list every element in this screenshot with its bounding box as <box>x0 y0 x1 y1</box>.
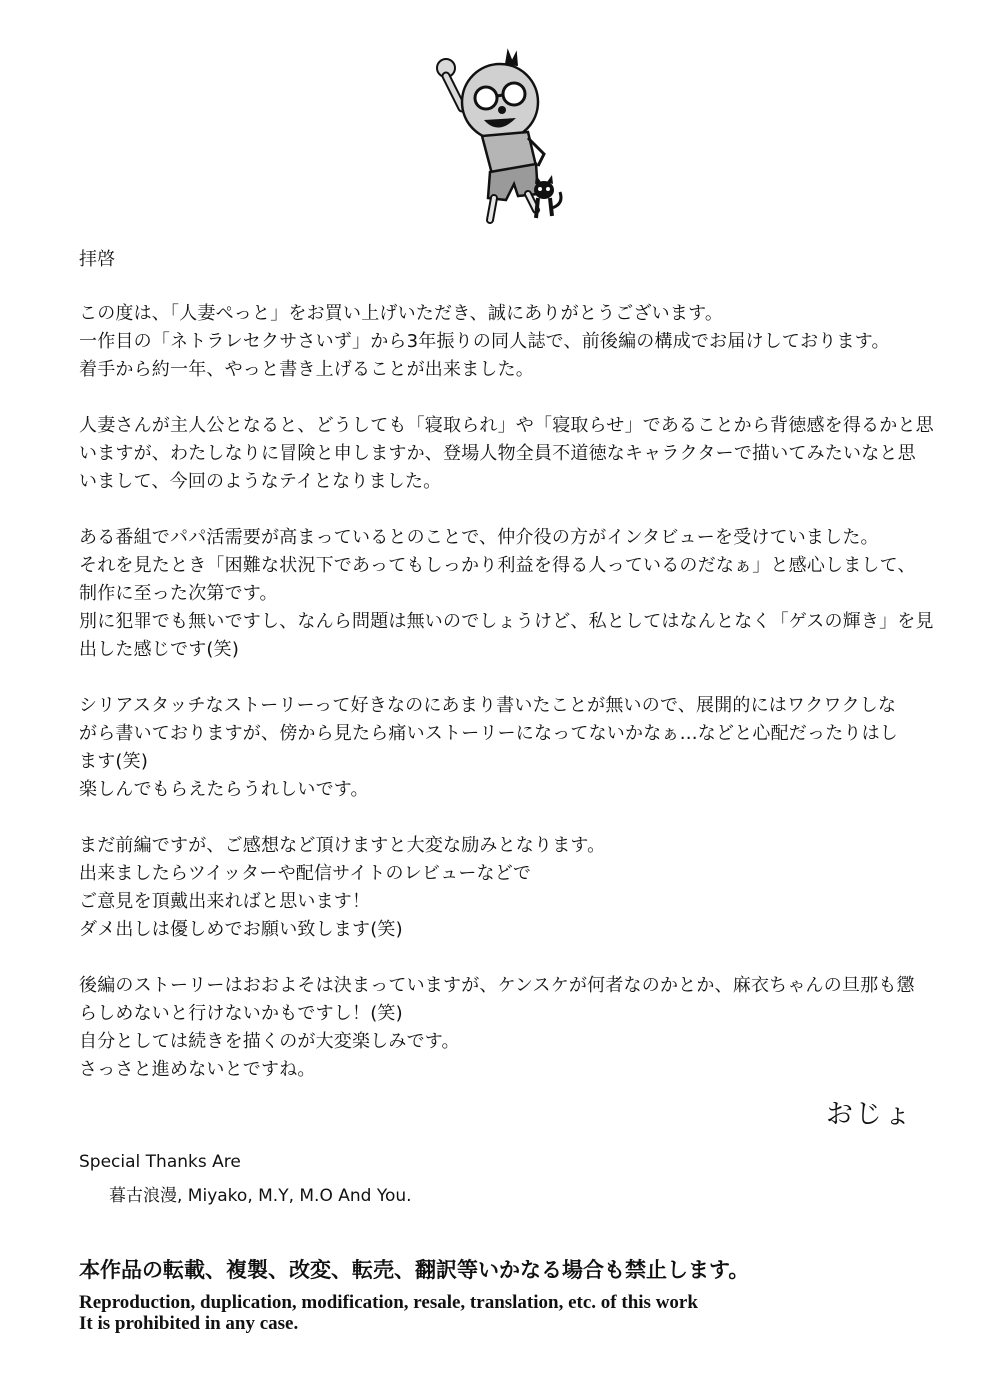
mascot-illustration <box>432 44 572 230</box>
paragraph-line: 一作目の「ネトラレセクサさいず」から3年振りの同人誌で、前後編の構成でお届けしております。 <box>79 331 890 352</box>
author-signature: おじょ <box>826 1099 913 1130</box>
paragraph-line: らしめないと行けないかもですし！(笑) <box>79 1003 403 1024</box>
paragraph-line: 出来ましたらツイッターや配信サイトのレビューなどで <box>79 863 532 884</box>
paragraph-line: ある番組でパパ活需要が高まっているとのことで、仲介役の方がインタビューを受けていました。 <box>79 527 879 548</box>
paragraph-line: いますが、わたしなりに冒険と申しますか、登場人物全員不道徳なキャラクターで描いてみたいなと思 <box>79 443 916 464</box>
paragraph-line: この度は、「人妻ぺっと」をお買い上げいただき、誠にありがとうございます。 <box>79 303 724 324</box>
paragraph-line: 出した感じです(笑) <box>79 639 240 660</box>
greeting: 拝啓 <box>79 249 116 270</box>
special-thanks-names: 暮古浪漫, Miyako, M.Y, M.O And You. <box>109 1186 412 1206</box>
copyright-notice-english-line1: Reproduction, duplication, modification, resale, translation, etc. of this work <box>79 1292 698 1313</box>
paragraph-line: 人妻さんが主人公となると、どうしても「寝取られ」や「寝取らせ」であることから背徳感を得るかと思 <box>79 415 934 436</box>
special-thanks-heading: Special Thanks Are <box>79 1152 241 1172</box>
paragraph-line: 別に犯罪でも無いですし、なんら問題は無いのでしょうけど、私としてはなんとなく「ゲスの輝き」を見 <box>79 611 934 632</box>
paragraph-line: ダメ出しは優しめでお願い致します(笑) <box>79 919 403 940</box>
copyright-notice-japanese: 本作品の転載、複製、改変、転売、翻訳等いかなる場合も禁止します。 <box>79 1257 750 1282</box>
paragraph-line: ます(笑) <box>79 751 149 772</box>
paragraph-line: 後編のストーリーはおおよそは決まっていますが、ケンスケが何者なのかとか、麻衣ちゃんの旦那も懲 <box>79 975 915 996</box>
paragraph-line: 着手から約一年、やっと書き上げることが出来ました。 <box>79 359 534 380</box>
paragraph-line: 自分としては続きを描くのが大変楽しみです。 <box>79 1031 460 1052</box>
paragraph-line: いまして、今回のようなテイとなりました。 <box>79 471 442 492</box>
paragraph-line: まだ前編ですが、ご感想など頂けますと大変な励みとなります。 <box>79 835 606 856</box>
paragraph-line: 楽しんでもらえたらうれしいです。 <box>79 779 369 800</box>
paragraph-line: それを見たとき「困難な状況下であってもしっかり利益を得る人っているのだなぁ」と感心しまして、 <box>79 555 916 576</box>
paragraph-line: シリアスタッチなストーリーって好きなのにあまり書いたことが無いので、展開的にはワクワクしな <box>79 695 897 716</box>
paragraph-line: さっさと進めないとですね。 <box>79 1059 316 1080</box>
paragraph-line: 制作に至った次第です。 <box>79 583 278 604</box>
paragraph-line: がら書いておりますが、傍から見たら痛いストーリーになってないかなぁ…などと心配だったりはし <box>79 723 898 744</box>
paragraph-line: ご意見を頂戴出来ればと思います！ <box>79 891 371 912</box>
copyright-notice-english-line2: It is prohibited in any case. <box>79 1313 299 1334</box>
